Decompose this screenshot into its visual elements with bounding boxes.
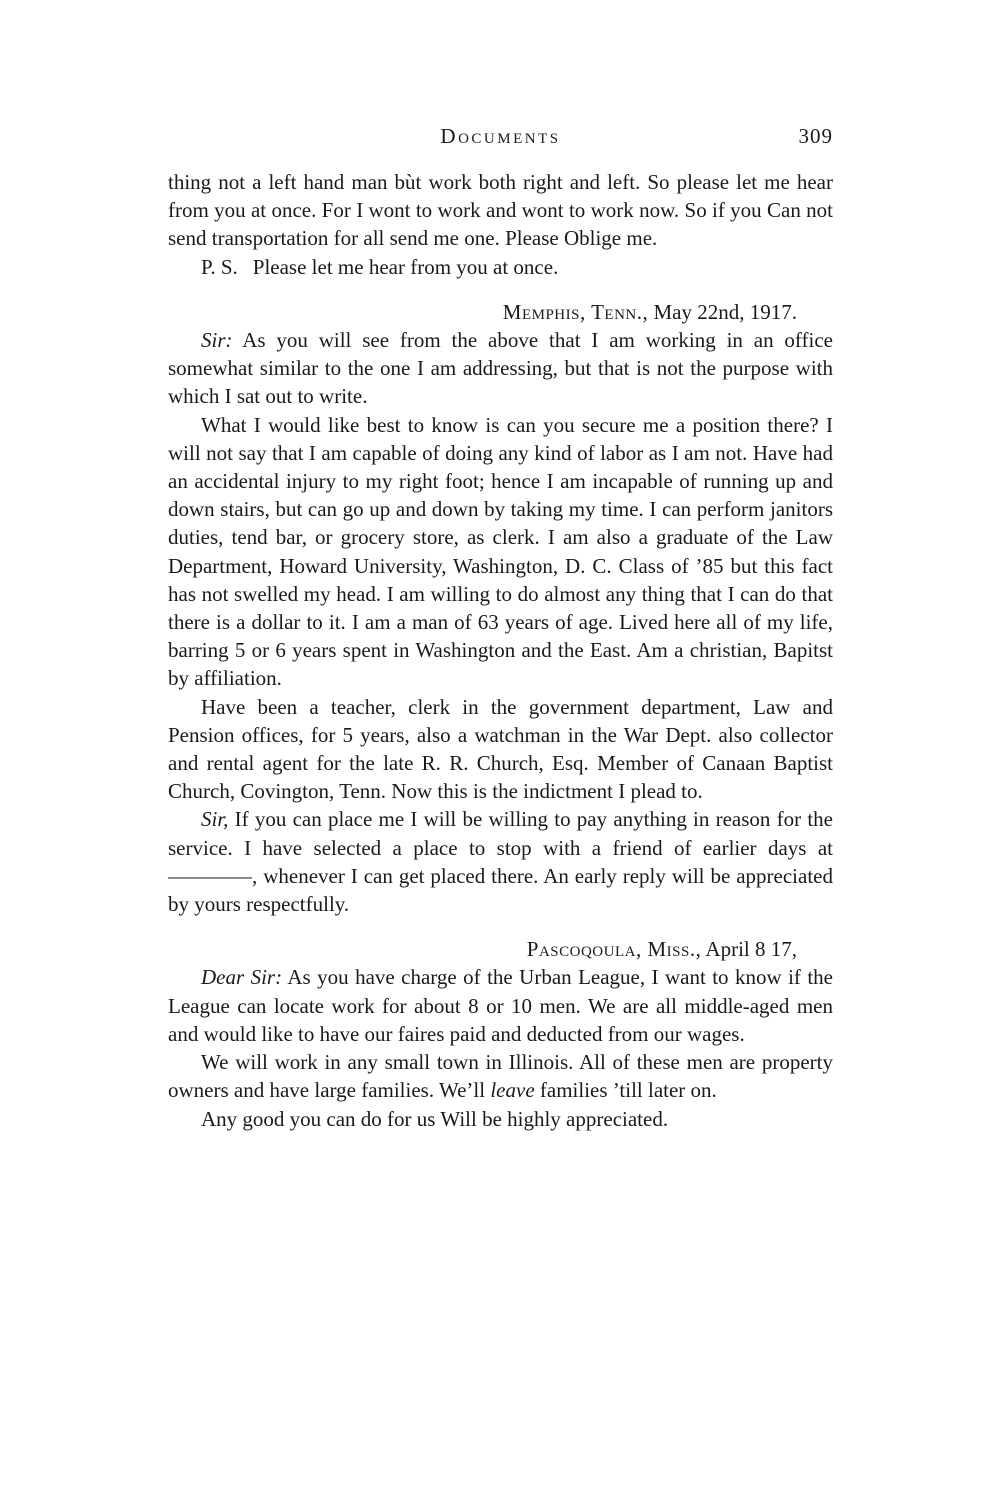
paragraph-text: families ’till later on. — [539, 1078, 717, 1103]
page-header — [168, 122, 833, 148]
postscript-label: P. S. — [201, 254, 238, 279]
pascoqoula-letter-paragraph — [168, 1048, 833, 1104]
pascoqoula-letter-place: Pascoqoula, Miss., — [526, 937, 702, 962]
pascoqoula-letter-paragraph: Any good you can do for us Will be highly appreciated. — [201, 1106, 669, 1131]
memphis-letter-dateline — [168, 298, 797, 326]
pascoqoula-letter-paragraph — [168, 963, 833, 1048]
memphis-letter-place: Memphis, Tenn., — [502, 299, 649, 324]
pascoqoula-letter-dateline — [168, 935, 797, 963]
running-head: Documents — [440, 124, 561, 148]
salutation: Dear Sir: — [201, 965, 283, 990]
paragraph-text: As you have charge of the Urban League, I want to know if the League can locate work for about 8 or 10 men. We are all middle-aged men and would like to have our faires paid and deducted from our wages. — [168, 965, 833, 1046]
salutation: Sir, — [201, 807, 229, 832]
memphis-letter-date: May 22nd, 1917. — [653, 299, 797, 324]
text-block — [168, 168, 833, 1133]
memphis-letter-paragraph: What I would like best to know is can you secure me a position there? I will not say that I am capable of doing any kind of labor as I am not. Have had an accidental injury to my right foot; hence I am incapable of running up and down stairs, but can go up and down by taking my time. I can perform janitors duties, tend bar, or grocery store, as clerk. I am also a graduate of the Law Department, Howard University, Washington, D. C. Class of ’85 but this fact has not swelled my head. I am willing to do almost any thing that I can do that there is a dollar to it. I am a man of 63 years of age. Lived here all of my life, barring 5 or 6 years spent in Washington and the East. Am a christian, Bapitst by affiliation. — [168, 412, 833, 691]
memphis-letter-paragraph: Have been a teacher, clerk in the government department, Law and Pension offices, for 5 years, also a watchman in the War Dept. also collector and rental agent for the late R. R. Church, Esq. Member of Canaan Baptist Church, Covington, Tenn. Now this is the indictment I plead to. — [168, 694, 833, 804]
salutation: Sir: — [201, 328, 233, 353]
postscript-line — [168, 253, 833, 281]
pascoqoula-letter-date: April 8 17, — [705, 937, 797, 962]
page-number: 309 — [798, 124, 833, 148]
memphis-letter-paragraph — [168, 326, 833, 411]
paragraph-text: As you will see from the above that I am working in an office somewhat similar to the one I am addressing, but that is not the purpose with which I sat out to write. — [168, 328, 833, 409]
postscript-text: Please let me hear from you at once. — [252, 254, 559, 279]
memphis-letter-paragraph — [168, 805, 833, 918]
paragraph-text: We will work in any small town in Illinois. All of these men are property owners and have large families. We’ll — [168, 1050, 833, 1103]
emphasized-word: leave — [490, 1078, 535, 1103]
paragraph-text: If you can place me I will be willing to pay anything in reason for the service. I have selected a place to stop with a friend of earlier days at ————, whenever I can get placed there. An early reply will be appreciated by yours respectfully. — [168, 807, 834, 917]
letter-continuation-paragraph: thing not a left hand man bùt work both right and left. So please let me hear from you at once. For I wont to work and wont to work now. So if you Can not send transportation for all send me one. Please Oblige me. — [168, 170, 833, 251]
